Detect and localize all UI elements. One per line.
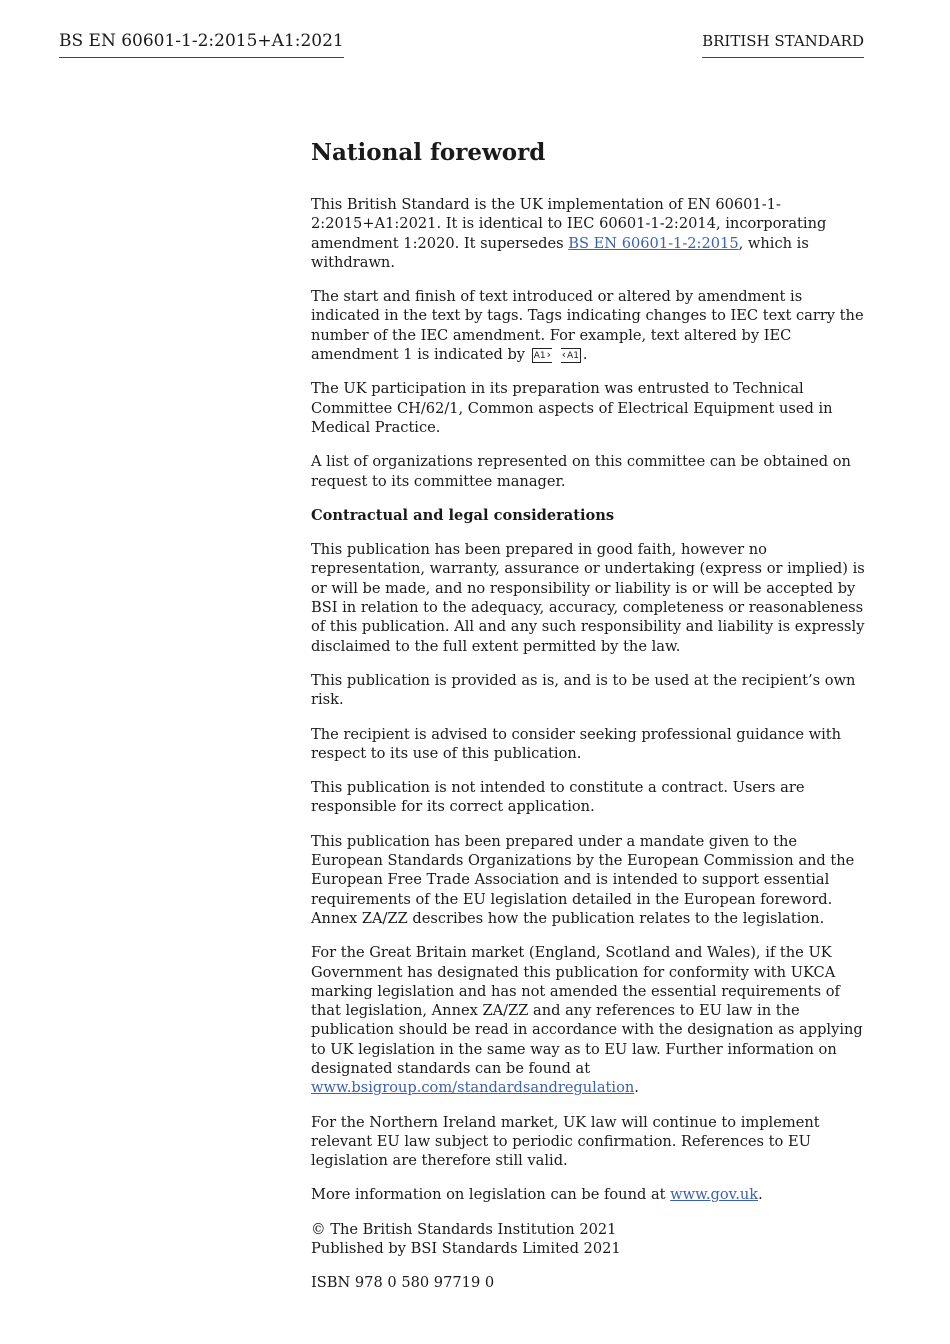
paragraph-text: More information on legislation can be found at: [311, 1186, 671, 1204]
paragraph-not-contract: This publication is not intended to constitute a contract. Users are responsible for its correct application.: [311, 779, 805, 816]
paragraph-mandate: This publication has been prepared under a mandate given to the European Standards Organizations by the European Commission and the European Free Trade Association and is intended to support essential requirements of the EU legislation detailed in the European foreword. Annex ZA/ZZ describes how the publication relates to the legislation.: [311, 832, 855, 927]
paragraph-good-faith: This publication has been prepared in good faith, however no representation, warranty, assurance or undertaking (express or implied) is or will be made, and no responsibility or liability is or will be accepted by BSI in relation to the adequacy, accuracy, completeness or reasonableness of this publication. All and any such responsibility and liability is expressly disclaimed to the full extent permitted by the law.: [311, 541, 865, 655]
paragraph-own-risk: This publication is provided as is, and is to be used at the recipient’s own risk.: [311, 671, 856, 709]
foreword-content: [311, 138, 871, 1308]
paragraph-great-britain: [311, 943, 871, 1097]
paragraph-text: For the Great Britain market (England, Scotland and Wales), if the UK Government has designated this publication for conformity with UKCA marking legislation and has not amended the essential requirements of that legislation, Annex ZA/ZZ and any references to EU law in the publication should be read in accordance with the designation as applying to UK legislation in the same way as to EU law. Further information on designated standards can be found at: [311, 944, 863, 1077]
paragraph-guidance: The recipient is advised to consider seeking professional guidance with respect to its use of this publication.: [311, 725, 842, 762]
paragraph-text: .: [758, 1186, 763, 1204]
paragraph-organizations: A list of organizations represented on this committee can be obtained on request to its committee manager.: [311, 453, 851, 490]
copyright-line: © The British Standards Institution 2021: [311, 1220, 617, 1238]
paragraph-text: .: [582, 346, 588, 364]
publisher-line: Published by BSI Standards Limited 2021: [311, 1240, 621, 1258]
superseded-standard-link[interactable]: BS EN 60601-1-2:2015: [568, 234, 739, 252]
paragraph-more-info: [311, 1185, 871, 1204]
page-title: National foreword: [311, 139, 546, 166]
paragraph-text: This British Standard is the UK implementation of EN 60601-1-2:2015+A1:2021. It is identical to IEC 60601-1-2:2014, incorporating amendment 1:2020. It supersedes: [311, 196, 827, 252]
paragraph-northern-ireland: For the Northern Ireland market, UK law will continue to implement relevant EU law subject to periodic confirmation. References to EU legislation are therefore still valid.: [311, 1113, 820, 1170]
header-document-id: BS EN 60601-1-2:2015+A1:2021: [59, 31, 344, 58]
paragraph-implementation: [311, 195, 871, 272]
isbn-line: ISBN 978 0 580 97719 0: [311, 1274, 495, 1292]
paragraph-text: .: [634, 1079, 639, 1097]
paragraph-text: , which is withdrawn.: [311, 234, 809, 271]
paragraph-committee: The UK participation in its preparation was entrusted to Technical Committee CH/62/1, Common aspects of Electrical Equipment used in Medical Practice.: [311, 380, 833, 436]
amendment-open-tag-icon: A1 ›: [532, 348, 552, 363]
amendment-close-tag-icon: ‹ A1: [561, 348, 581, 363]
paragraph-text: The start and finish of text introduced or altered by amendment is indicated in the text by tags. Tags indicating changes to IEC text carry the number of the IEC amendment. For example, text altered by IEC amendment 1 is indicated by: [311, 288, 864, 364]
paragraph-amendment-tags: [311, 287, 871, 364]
subheading-contractual: Contractual and legal considerations: [311, 506, 615, 524]
bsigroup-link[interactable]: www.bsigroup.com/standardsandregulation: [311, 1079, 635, 1097]
gov-uk-link[interactable]: www.gov.uk: [670, 1186, 759, 1204]
header-label: BRITISH STANDARD: [702, 31, 864, 58]
